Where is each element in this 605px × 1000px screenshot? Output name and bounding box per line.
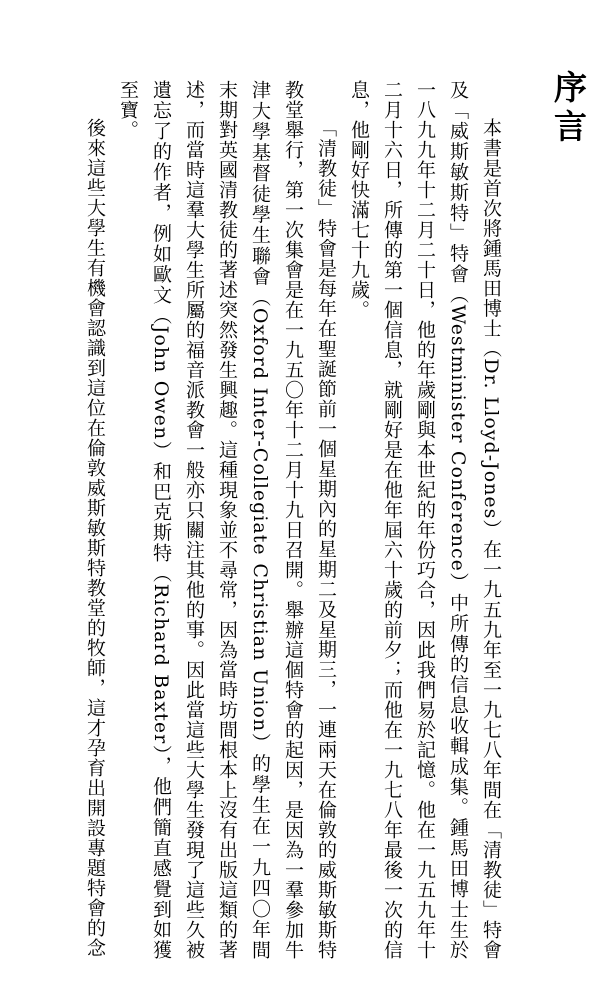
- page-title: 序言: [549, 70, 588, 148]
- paragraph-1: 本書是首次將鍾馬田博士（Dr. Lloyd-Jones）在一九五九年至一九七八年間在「清教徒」特會及「威斯敏斯特」特會（Westminister Conference）中所傳的信息收輯成集。鍾馬田博士生於一八九九年十二月二十日，他的年歲剛與本世紀的年份巧合，因此我們易於記憶。他在一九五九年十二月十六日，所傳的第一個信息，就剛好是在他年屆六十歲的前夕；而他在一九七八年最後一次的信息，他剛好快滿七十九歲。: [348, 80, 502, 960]
- paragraph-3: 後來這些大學生有機會認識到這位在倫敦威斯敏斯特教堂的牧師，這才孕育出開設專題特會的念: [84, 118, 106, 958]
- paragraph-2: 「清教徒」特會是每年在聖誕節前一個星期內的星期二及星期三，一連兩天在倫敦的威斯敏斯特教堂舉行，第一次集會是在一九五〇年十二月十九日召開。舉辦這個特會的起因，是因為一羣參加牛津大學基督徒學生聯會（Oxford Inter-Collegiate Christian Union）的學生在一九四〇年間末期對英國清教徒的著述突然發生興趣。這種現象並不尋常，因為當時坊間根本上沒有出版這類的著述，而當時這羣大學生所屬的福音派教會一般亦只關注其他的事。因此當這些大學生發現了這些久被遺忘了的作者，例如歐文（John Owen）和巴克斯特（Richard Baxter），他們簡直感覺到如獲至寶。: [117, 80, 337, 960]
- body-text: [77, 80, 507, 960]
